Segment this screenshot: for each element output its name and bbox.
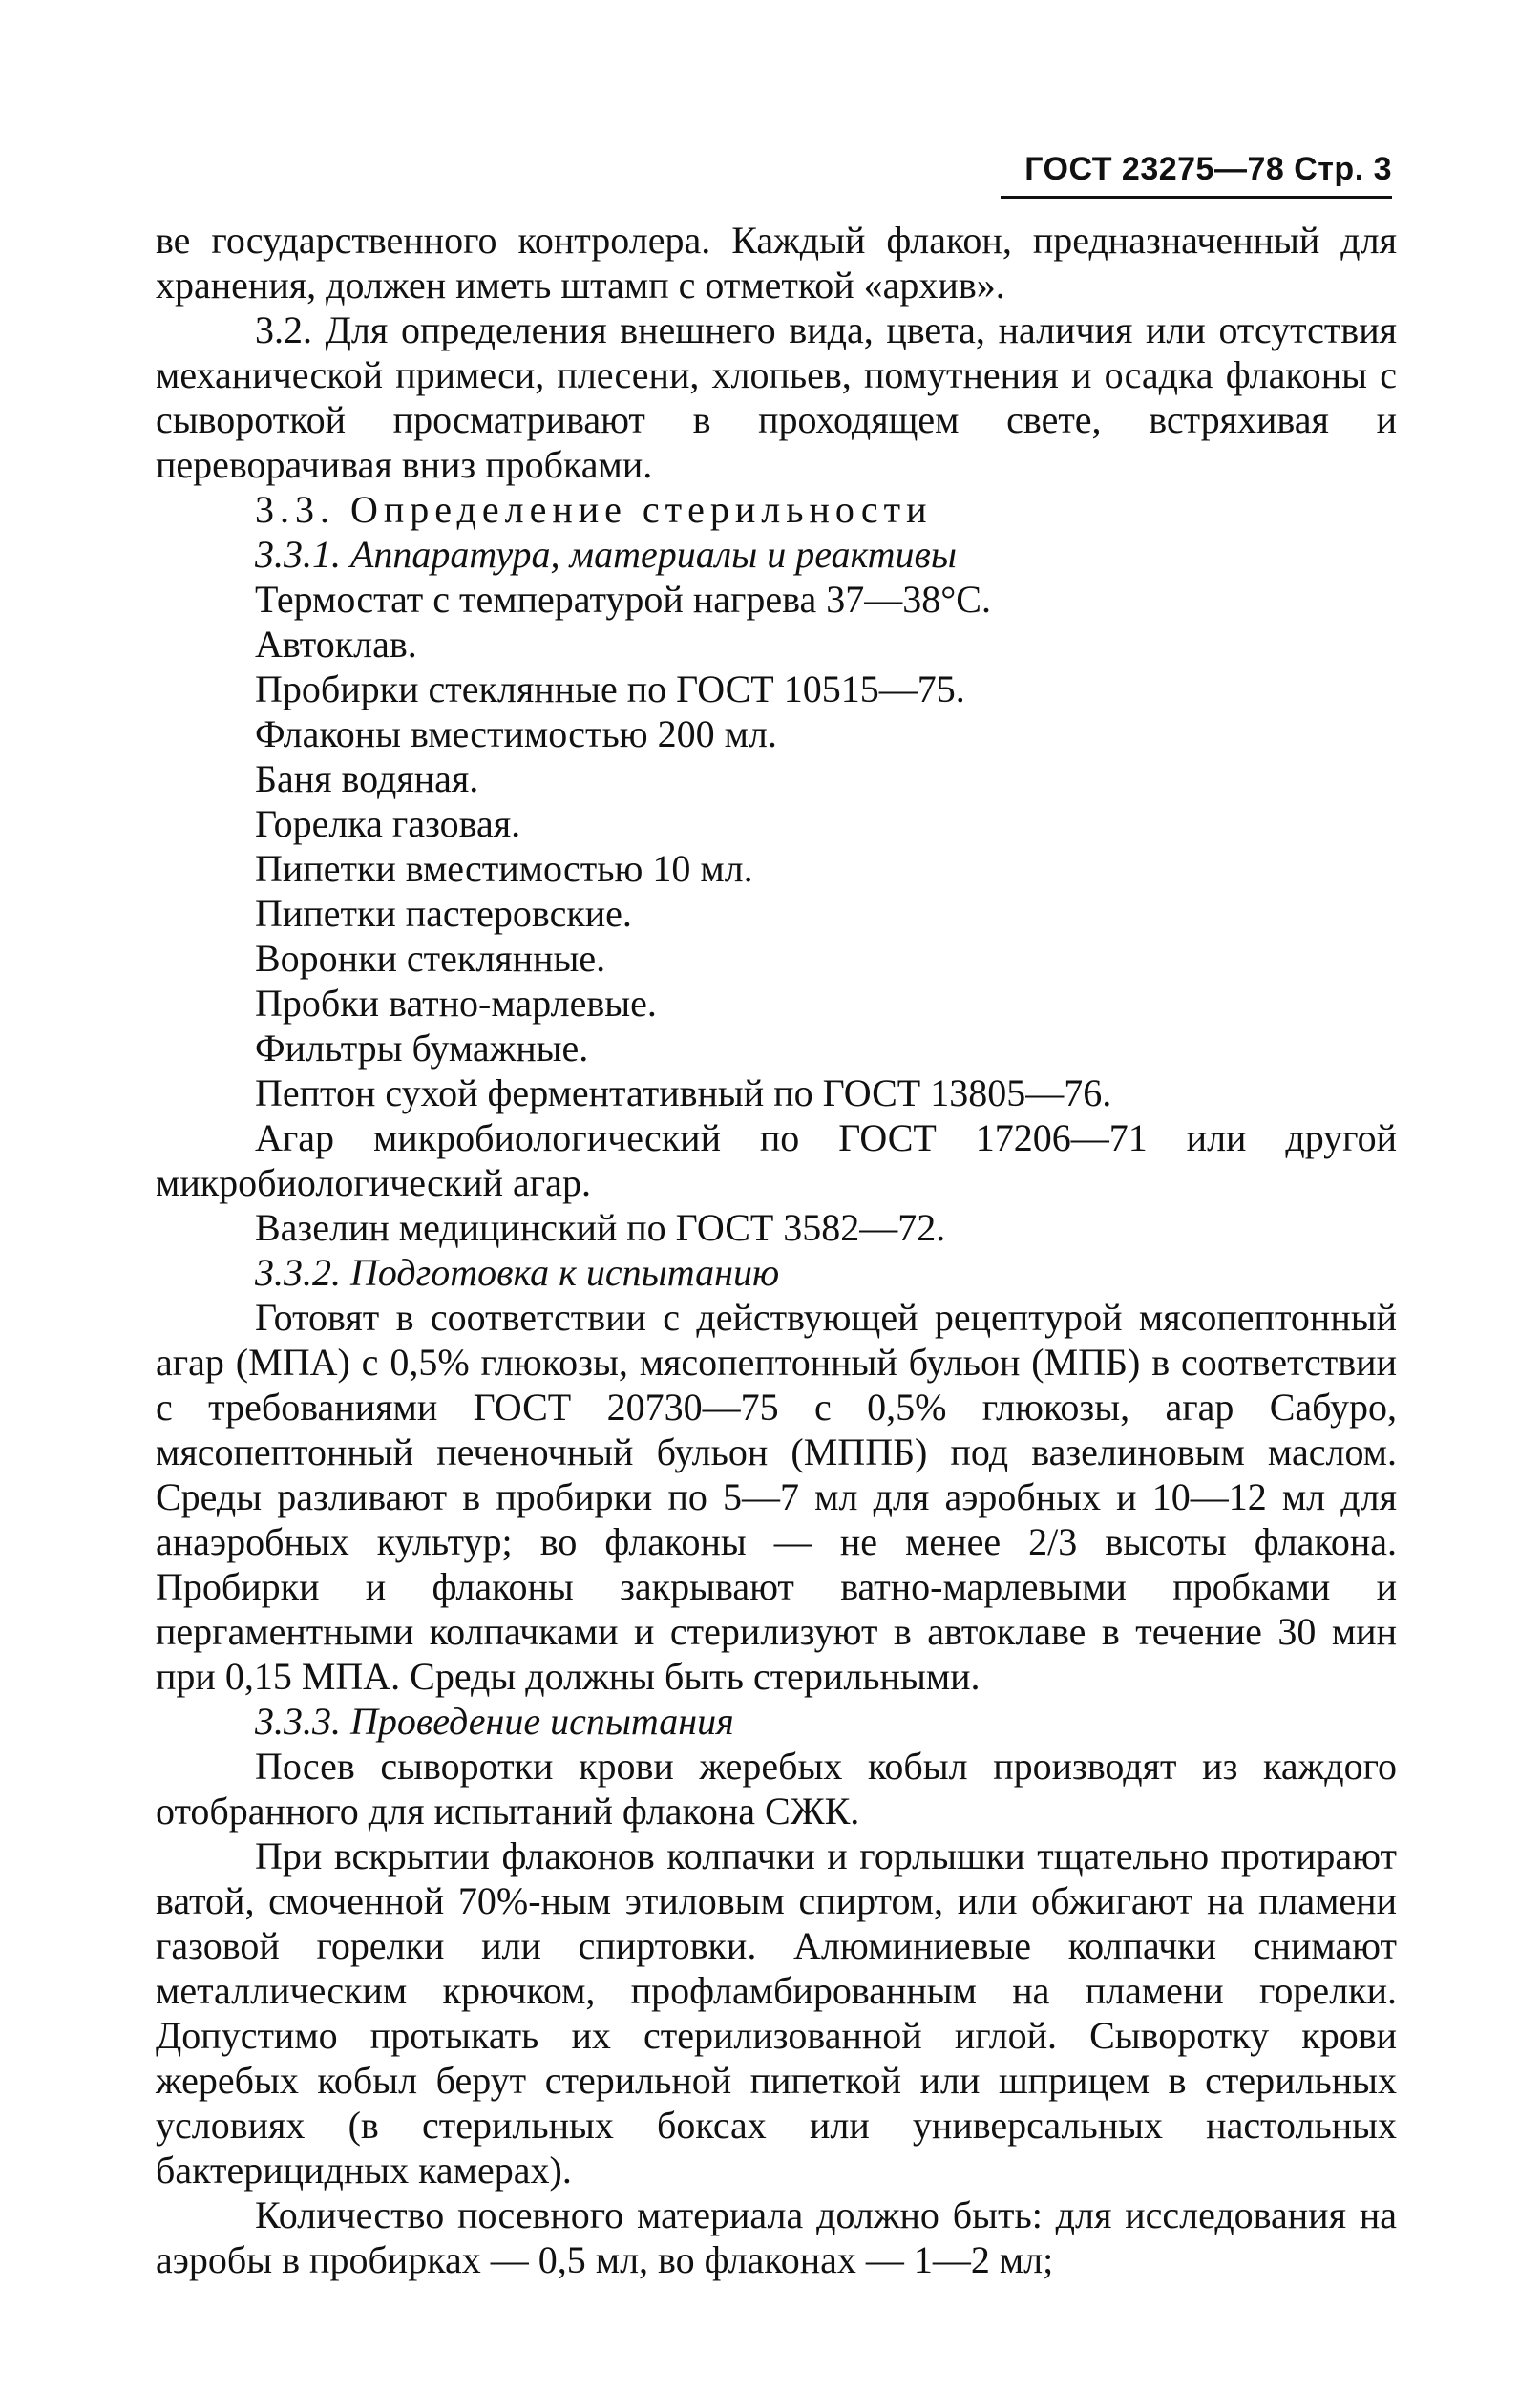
paragraph: При вскрытии флаконов колпачки и горлышки тщательно протирают ватой, смоченной 70%-ным этиловым спиртом, или обжигают на пламени газовой горелки или спиртовки. Алюминиевые колпачки снимают металлическим крючком, профламбированным на пламени горелки. Допустимо протыкать их стерилизованной иглой. Сыворотку крови жеребых кобыл берут стерильной пипеткой или шприцем в стерильных условиях (в стерильных боксах или универсальных настольных бактерицидных камерах). bbox=[156, 1834, 1397, 2192]
paragraph: Агар микробиологический по ГОСТ 17206—71 или другой микробиологический агар. bbox=[156, 1116, 1397, 1204]
paragraph: Термостат с температурой нагрева 37—38°С. bbox=[255, 578, 991, 621]
paragraph: Пробирки стеклянные по ГОСТ 10515—75. bbox=[255, 667, 965, 710]
section-heading: 3.3.2. Подготовка к испытанию bbox=[255, 1251, 780, 1294]
paragraph: Пипетки пастеровские. bbox=[255, 892, 632, 935]
page-header: ГОСТ 23275—78 Стр. 3 bbox=[1024, 151, 1392, 187]
paragraph: 3.2. Для определения внешнего вида, цвета, наличия или отсутствия механической примеси, плесени, хлопьев, помутнения и осадка флаконы с сывороткой просматривают в проходящем свете, встряхивая и переворачивая вниз пробками. bbox=[156, 308, 1397, 486]
paragraph: Автоклав. bbox=[255, 623, 417, 666]
paragraph: Вазелин медицинский по ГОСТ 3582—72. bbox=[255, 1206, 946, 1249]
header-rule bbox=[1001, 196, 1392, 199]
paragraph: Воронки стеклянные. bbox=[255, 937, 606, 980]
paragraph: Горелка газовая. bbox=[255, 802, 521, 845]
paragraph: Пробки ватно-марлевые. bbox=[255, 982, 657, 1025]
section-heading: 3.3. Определение стерильности bbox=[255, 488, 933, 531]
paragraph: Готовят в соответствии с действующей рецептурой мясопептонный агар (МПА) с 0,5% глюкозы, мясопептонный бульон (МПБ) в соответствии с требованиями ГОСТ 20730—75 с 0,5% глюкозы, агар Сабуро, мясопептонный печеночный бульон (МППБ) под вазелиновым маслом. Среды разливают в пробирки по 5—7 мл для аэробных и 10—12 мл для анаэробных культур; во флаконы — не менее 2/3 высоты флакона. Пробирки и флаконы закрывают ватно-марлевыми пробками и пергаментными колпачками и стерилизуют в автоклаве в течение 30 мин при 0,15 МПА. Среды должны быть стерильными. bbox=[156, 1296, 1397, 1698]
paragraph: ве государственного контролера. Каждый флакон, предназначенный для хранения, должен иметь штамп с отметкой «архив». bbox=[156, 219, 1397, 307]
paragraph: Флаконы вместимостью 200 мл. bbox=[255, 712, 777, 755]
paragraph: Баня водяная. bbox=[255, 757, 479, 800]
paragraph: Пептон сухой ферментативный по ГОСТ 13805—76. bbox=[255, 1071, 1112, 1114]
paragraph: Посев сыворотки крови жеребых кобыл производят из каждого отобранного для испытаний флакона СЖК. bbox=[156, 1745, 1397, 1833]
section-heading: 3.3.1. Аппаратура, материалы и реактивы bbox=[255, 533, 957, 576]
page-body bbox=[156, 218, 1397, 2282]
paragraph: Фильтры бумажные. bbox=[255, 1027, 589, 1070]
paragraph: Пипетки вместимостью 10 мл. bbox=[255, 847, 753, 890]
section-heading: 3.3.3. Проведение испытания bbox=[255, 1700, 734, 1743]
paragraph: Количество посевного материала должно быть: для исследования на аэробы в пробирках — 0,5 мл, во флаконах — 1—2 мл; bbox=[156, 2193, 1397, 2281]
